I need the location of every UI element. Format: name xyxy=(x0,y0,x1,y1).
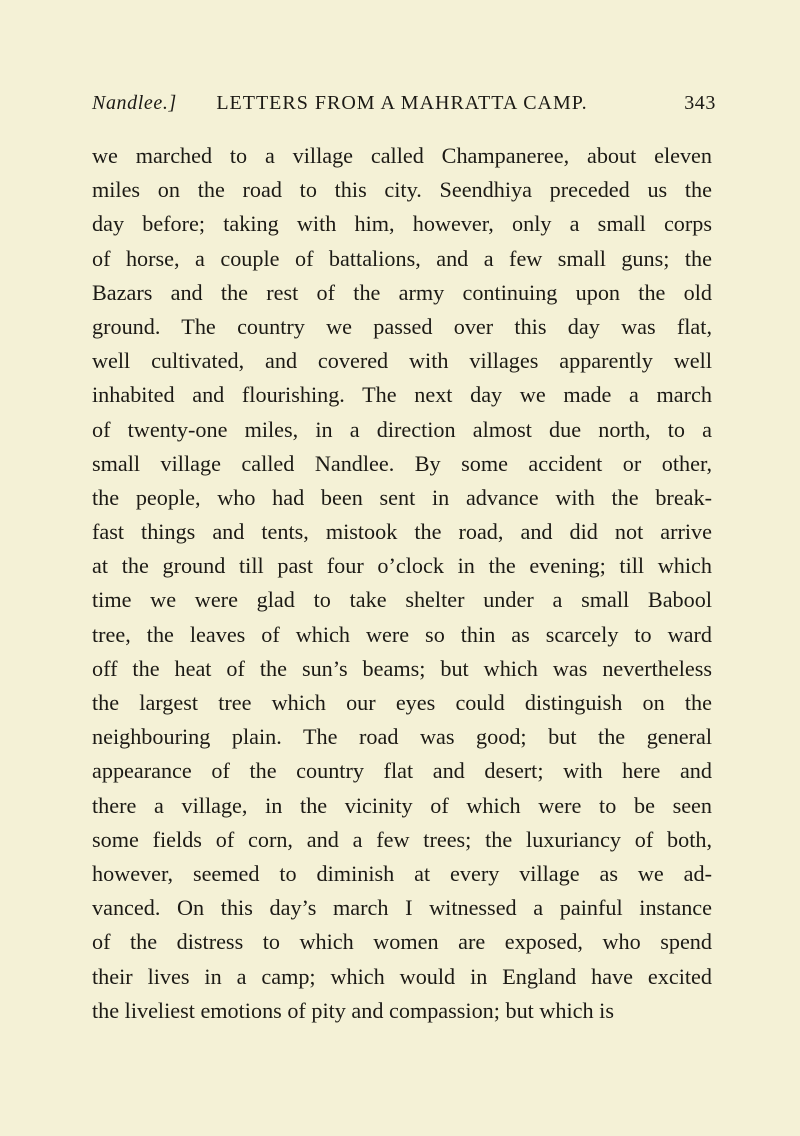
text-line: of horse, a couple of battalions, and a few small guns; the xyxy=(92,245,712,271)
text-line: off the heat of the sun’s beams; but which was nevertheless xyxy=(92,655,712,681)
running-header xyxy=(92,92,716,126)
text-line: well cultivated, and covered with villages apparently well xyxy=(92,348,712,374)
text-line: at the ground till past four o’clock in the evening; till which xyxy=(92,553,712,579)
header-section-label: Nandlee.] xyxy=(92,92,177,114)
text-line: small village called Nandlee. By some accident or other, xyxy=(92,450,712,476)
text-line: day before; taking with him, however, only a small corps xyxy=(92,211,712,237)
text-line: of the distress to which women are exposed, who spend xyxy=(92,929,712,955)
text-line: the largest tree which our eyes could distinguish on the xyxy=(92,690,712,715)
text-line: time we were glad to take shelter under a small Babool xyxy=(92,587,712,613)
text-line: fast things and tents, mistook the road, and did not arrive xyxy=(92,519,712,545)
body-text xyxy=(92,139,712,1028)
text-line: some fields of corn, and a few trees; the luxuriancy of both, xyxy=(92,826,712,852)
text-line: the liveliest emotions of pity and compassion; but which is xyxy=(92,997,614,1023)
page-number: 343 xyxy=(684,92,716,114)
text-line: however, seemed to diminish at every village as we ad- xyxy=(92,860,712,886)
text-line: there a village, in the vicinity of which were to be seen xyxy=(92,792,712,818)
text-line: neighbouring plain. The road was good; but the general xyxy=(92,724,712,750)
text-line: Bazars and the rest of the army continuing upon the old xyxy=(92,279,712,305)
running-title: LETTERS FROM A MAHRATTA CAMP. xyxy=(216,92,588,114)
text-line: the people, who had been sent in advance with the break- xyxy=(92,484,712,510)
text-line: their lives in a camp; which would in England have excited xyxy=(92,963,712,989)
text-line: tree, the leaves of which were so thin as scarcely to ward xyxy=(92,621,712,647)
text-line: of twenty-one miles, in a direction almost due north, to a xyxy=(92,416,712,442)
text-line: inhabited and flourishing. The next day we made a march xyxy=(92,382,712,408)
text-line: we marched to a village called Champaneree, about eleven xyxy=(92,143,712,168)
text-line: miles on the road to this city. Seendhiya preceded us the xyxy=(92,177,712,203)
text-line: ground. The country we passed over this day was flat, xyxy=(92,313,712,339)
text-line: appearance of the country flat and desert; with here and xyxy=(92,758,712,784)
text-line: vanced. On this day’s march I witnessed a painful instance xyxy=(92,895,712,921)
